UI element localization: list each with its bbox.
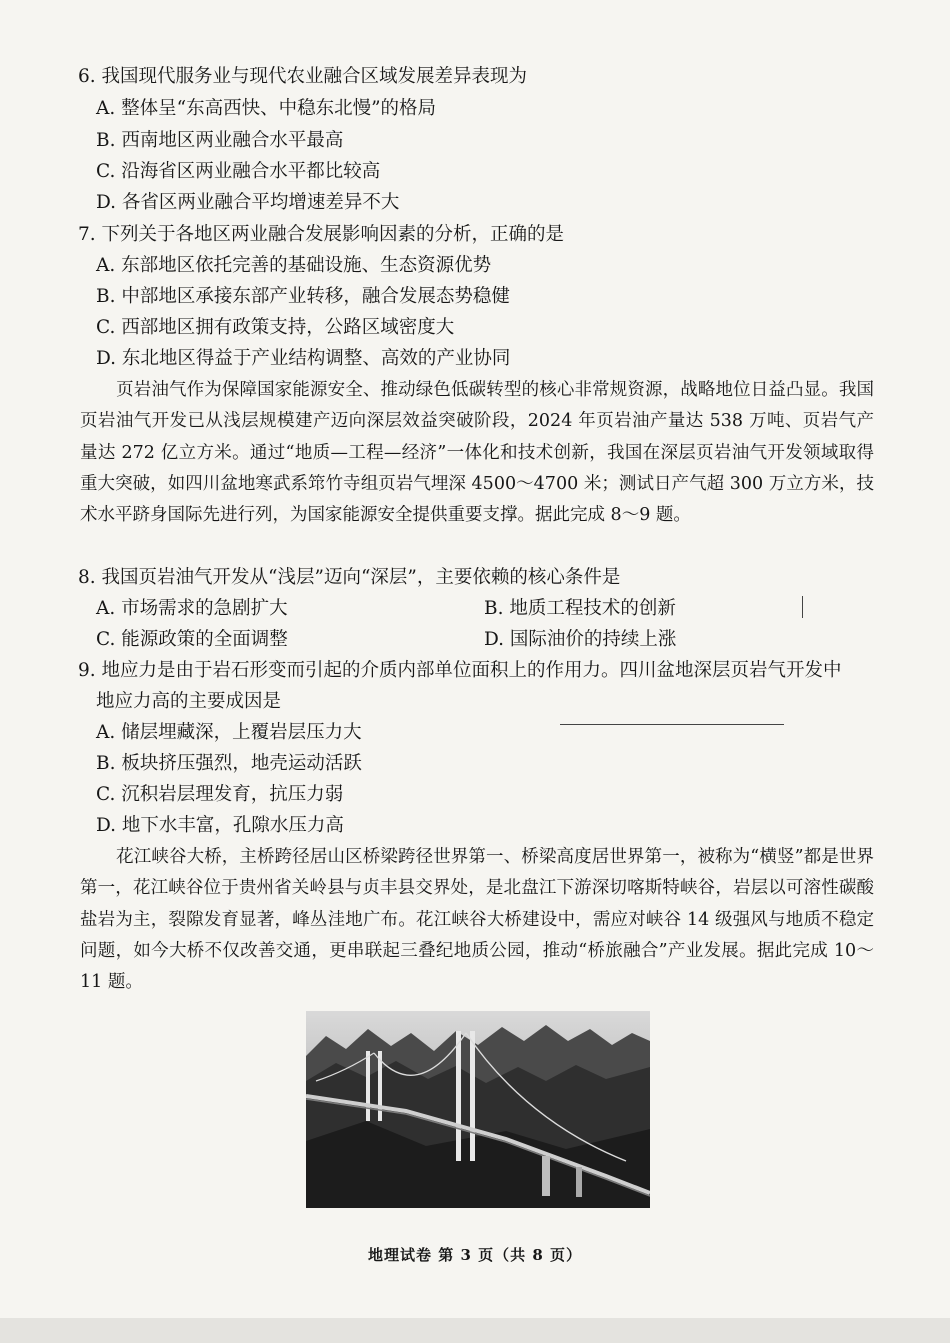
question-6-option-c: C. 沿海省区两业融合水平都比较高 [96, 161, 381, 182]
vertical-mark [802, 596, 803, 618]
scan-bottom-band [0, 1318, 950, 1343]
question-9-option-d: D. 地下水丰富，孔隙水压力高 [96, 815, 344, 836]
passage-bridge-text: 花江峡谷大桥，主桥跨径居山区桥梁跨径世界第一、桥梁高度居世界第一，被称为“横竖”都是世界第一，花江峡谷位于贵州省关岭县与贞丰县交界处，是北盘江下游深切喀斯特峡谷，岩层以可溶性碳酸盐岩为主，裂隙发育显著，峰丛洼地广布。花江峡谷大桥建设中，需应对峡谷 14 级强风与地质不稳定问题，如今大桥不仅改善交通，更串联起三叠纪地质公园，推动“桥旅融合”产业发展。据此完成 10～11 题。 [80, 847, 874, 993]
question-6-option-a: A. 整体呈“东高西快、中稳东北慢”的格局 [96, 98, 437, 119]
bridge-photo [306, 1011, 650, 1208]
page-footer: 地理试卷 第 3 页（共 8 页） [368, 1246, 582, 1264]
question-7-option-b: B. 中部地区承接东部产业转移，融合发展态势稳健 [96, 286, 510, 307]
question-6-stem: 6. 我国现代服务业与现代农业融合区域发展差异表现为 [78, 66, 528, 87]
question-7-option-c: C. 西部地区拥有政策支持，公路区域密度大 [96, 317, 455, 338]
question-8-option-c: C. 能源政策的全面调整 [96, 629, 288, 650]
bridge-photo-drawing [306, 1011, 650, 1208]
question-8-stem: 8. 我国页岩油气开发从“浅层”迈向“深层”，主要依赖的核心条件是 [78, 567, 621, 588]
question-7-stem: 7. 下列关于各地区两业融合发展影响因素的分析，正确的是 [78, 224, 565, 245]
passage-shale-gas [80, 375, 874, 531]
question-9-stem-line1: 9. 地应力是由于岩石形变而引起的介质内部单位面积上的作用力。四川盆地深层页岩气开发中 [78, 660, 842, 681]
horizontal-mark [560, 724, 784, 725]
question-8-option-d: D. 国际油价的持续上涨 [484, 629, 677, 650]
question-8-option-b: B. 地质工程技术的创新 [484, 598, 676, 619]
question-9-option-c: C. 沉积岩层理发育，抗压力弱 [96, 784, 344, 805]
question-6-option-b: B. 西南地区两业融合水平最高 [96, 130, 344, 151]
passage-shale-gas-text: 页岩油气作为保障国家能源安全、推动绿色低碳转型的核心非常规资源，战略地位日益凸显。我国页岩油气开发已从浅层规模建产迈向深层效益突破阶段，2024 年页岩油产量达 538 万吨、页岩气产量达 272 亿立方米。通过“地质—工程—经济”一体化和技术创新，我国在深层页岩油气开发领域取得重大突破，如四川盆地寒武系筇竹寺组页岩气埋深 4500～4700 米；测试日产气超 300 万立方米，技术水平跻身国际先进行列，为国家能源安全提供重要支撑。据此完成 8～9 题。 [80, 380, 874, 526]
question-9-option-b: B. 板块挤压强烈，地壳运动活跃 [96, 753, 362, 774]
passage-bridge [80, 842, 874, 998]
question-9-stem-line2: 地应力高的主要成因是 [96, 691, 282, 712]
question-8-option-a: A. 市场需求的急剧扩大 [96, 598, 288, 619]
question-7-option-d: D. 东北地区得益于产业结构调整、高效的产业协同 [96, 348, 511, 369]
question-6-option-d: D. 各省区两业融合平均增速差异不大 [96, 192, 400, 213]
question-9-option-a: A. 储层埋藏深，上覆岩层压力大 [96, 722, 362, 743]
question-7-option-a: A. 东部地区依托完善的基础设施、生态资源优势 [96, 255, 492, 276]
